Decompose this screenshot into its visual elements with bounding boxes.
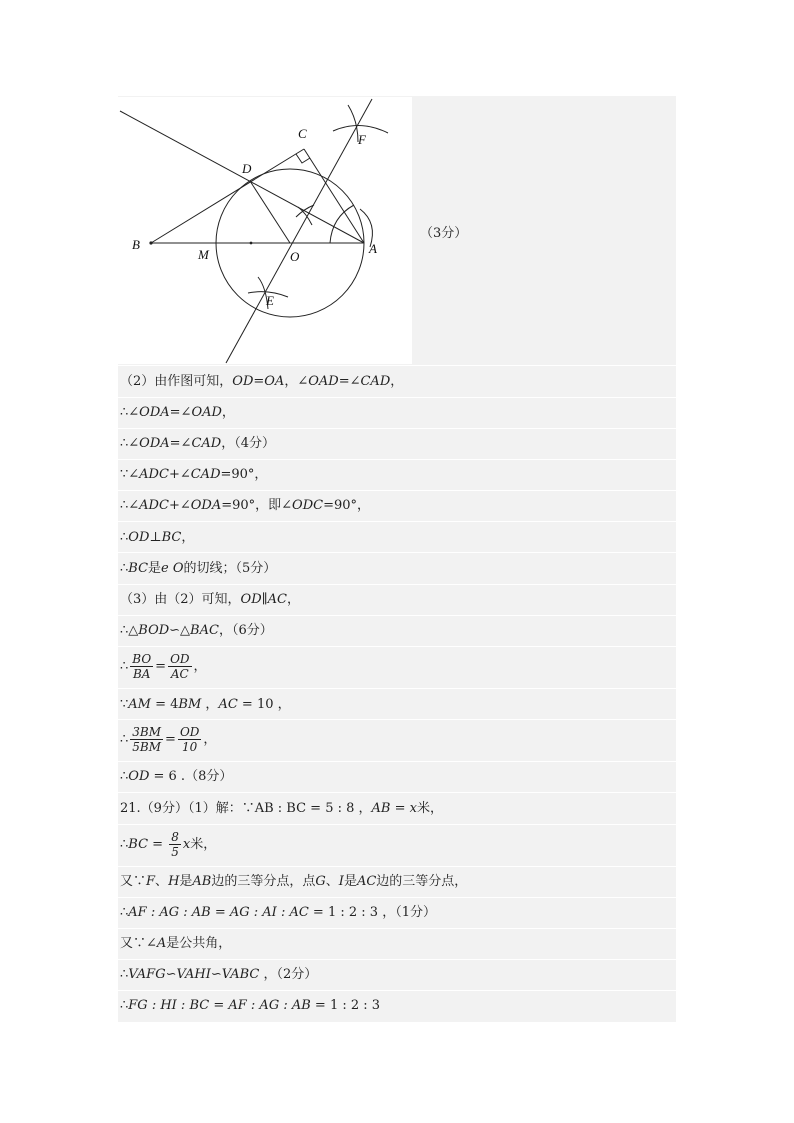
label-f: F [358, 132, 366, 147]
solution-line: ∴FG : HI : BC = AF : AG : AB = 1 : 2 : 3 [120, 998, 381, 1013]
row-divider [118, 897, 676, 898]
solution-line: ∴AF : AG : AB = AG : AI : AC = 1 : 2 : 3 ，（1分） [120, 905, 436, 920]
fraction: $\frac{OD}{10}$ [179, 725, 200, 754]
label-c: C [298, 126, 307, 141]
point-b [149, 241, 152, 244]
solution-line: ∴∠ODA=∠CAD，（4分） [120, 436, 275, 451]
line-da [120, 111, 364, 243]
fraction: $\frac{OD}{AC}$ [170, 652, 190, 681]
row-divider [118, 521, 676, 522]
solution-line: （3）由（2）可知，OD∥AC， [120, 592, 301, 607]
row-divider [118, 646, 676, 647]
fraction: $\frac{BO}{BA}$ [132, 652, 152, 681]
row-divider [118, 761, 676, 762]
solution-line: 又∵∠A是公共角， [120, 936, 232, 951]
row-divider [118, 365, 676, 366]
label-b: B [132, 237, 140, 252]
arc-a1 [330, 205, 354, 243]
row-divider [118, 490, 676, 491]
row-divider [118, 719, 676, 720]
row-divider [118, 428, 676, 429]
solution-line: ∴BC是e O的切线；（5分） [120, 561, 277, 576]
row-divider [118, 459, 676, 460]
solution-line: ∵∠ADC+∠CAD=90°， [120, 467, 268, 482]
label-o: O [290, 249, 300, 264]
solution-line: （2）由作图可知，OD=OA，∠OAD=∠CAD， [120, 374, 404, 389]
solution-line: ∴ $\frac{3BM}{5BM}$ = $\frac{OD}{10}$ ， [120, 725, 217, 754]
solution-line: 21.（9分）（1）解：∵AB : BC = 5 : 8 ，AB = x米， [120, 801, 444, 816]
segment-ca [304, 149, 364, 243]
solution-line: 又∵F、H是AB边的三等分点，点G、I是AC边的三等分点， [120, 874, 468, 889]
row-divider [118, 824, 676, 825]
row-divider [118, 792, 676, 793]
solution-line: ∴OD = 6 .（8分） [120, 769, 233, 784]
solution-line: ∴△BOD∽△BAC，（6分） [120, 623, 273, 638]
solution-line: ∴ $\frac{BO}{BA}$ = $\frac{OD}{AC}$ ， [120, 652, 207, 681]
circle-construction-diagram [118, 97, 412, 364]
solution-line: ∴BC = $\frac{8}{5}$ x米， [120, 830, 217, 859]
label-d: D [242, 161, 252, 176]
row-divider [118, 397, 676, 398]
row-divider [118, 688, 676, 689]
row-divider [118, 552, 676, 553]
row-divider [118, 990, 676, 991]
solution-line: ∴OD⊥BC， [120, 530, 195, 545]
solution-line: ∴∠ADC+∠ODA=90°，即∠ODC=90°， [120, 498, 370, 513]
label-a: A [369, 241, 377, 256]
arc-f2 [348, 105, 358, 142]
label-e: E [266, 293, 274, 308]
fraction: $\frac{8}{5}$ [171, 830, 179, 859]
row-divider [118, 584, 676, 585]
segment-od [250, 181, 290, 243]
solution-line: ∵AM = 4BM ，AC = 10 ， [120, 697, 291, 712]
row-divider [118, 959, 676, 960]
score-note: （3分） [420, 226, 468, 241]
row-divider [118, 615, 676, 616]
solution-line: ∴∠ODA=∠OAD， [120, 405, 235, 420]
row-divider [118, 866, 676, 867]
point-m [250, 242, 253, 245]
geometry-figure [118, 97, 412, 364]
fraction: $\frac{3BM}{5BM}$ [132, 725, 162, 754]
solution-line: ∴VAFG∽VAHI∽VABC ，（2分） [120, 967, 318, 982]
label-m: M [198, 247, 209, 262]
row-divider [118, 928, 676, 929]
